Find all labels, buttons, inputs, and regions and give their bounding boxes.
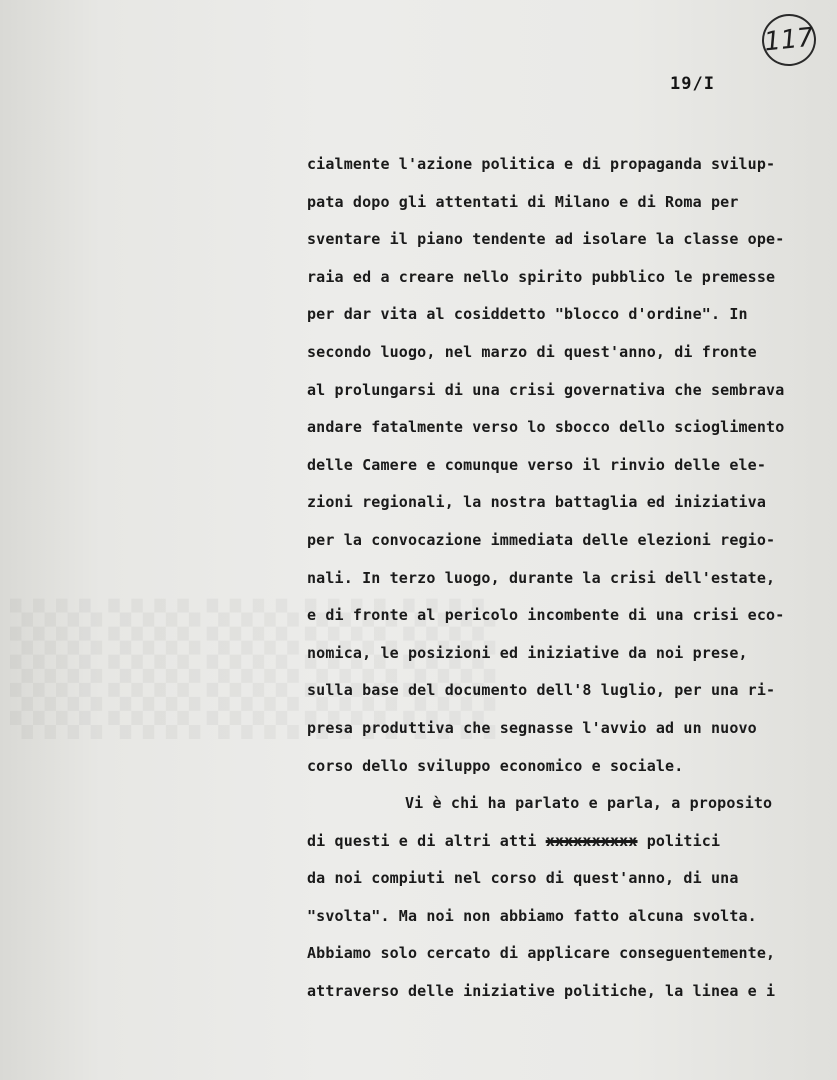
text-line-21: "svolta". Ma noi non abbiamo fatto alcuna svolta. (307, 906, 757, 925)
text-line-18-paragraph-start: Vi è chi ha parlato e parla, a proposito (405, 794, 773, 813)
text-line-11: per la convocazione immediata delle elezioni regio- (307, 530, 776, 549)
text-line-12: nali. In terzo luogo, durante la crisi dell'estate, (307, 568, 776, 587)
text-line-8: andare fatalmente verso lo sbocco dello scioglimento (307, 418, 785, 437)
text-line-15: sulla base del documento dell'8 luglio, per una ri- (307, 681, 776, 700)
text-line-17: corso dello sviluppo economico e sociale. (307, 756, 684, 775)
text-line-2: pata dopo gli attentati di Milano e di Roma per (307, 192, 739, 211)
text-line-1: cialmente l'azione politica e di propaganda svilup- (307, 155, 776, 173)
text-line-6: secondo luogo, nel marzo di quest'anno, di fronte (307, 342, 757, 361)
text-line-13: e di fronte al pericolo incombente di una crisi eco- (307, 606, 785, 625)
text-line-10: zioni regionali, la nostra battaglia ed iniziativa (307, 493, 767, 512)
page-reference: 19/I (670, 74, 715, 94)
text-line-4: raia ed a creare nello spirito pubblico le premesse (307, 267, 776, 286)
text-line-9: delle Camere e comunque verso il rinvio delle ele- (307, 455, 767, 474)
text-line-14: nomica, le posizioni ed iniziative da noi prese, (307, 643, 748, 662)
struck-through-word: xxxxxxxxxx (545, 831, 638, 850)
text-line-23: attraverso delle iniziative politiche, la linea e i (307, 982, 776, 1001)
text-line-7: al prolungarsi di una crisi governativa che sembrava (307, 380, 785, 399)
text-line-3: sventare il piano tendente ad isolare la classe ope- (307, 230, 785, 249)
line-19-after-correction: politici (637, 831, 721, 850)
text-line-19 (307, 823, 827, 861)
text-line-22: Abbiamo solo cercato di applicare conseguentemente, (307, 944, 776, 963)
typed-body-text (307, 146, 827, 1011)
line-19-before-correction: di questi e di altri atti (307, 831, 546, 850)
text-line-20: da noi compiuti nel corso di quest'anno, di una (307, 869, 739, 888)
text-line-16: presa produttiva che segnasse l'avvio ad un nuovo (307, 718, 757, 737)
text-line-5: per dar vita al cosiddetto "blocco d'ordine". In (307, 305, 748, 324)
archive-stamp-number: 117 (759, 11, 818, 68)
